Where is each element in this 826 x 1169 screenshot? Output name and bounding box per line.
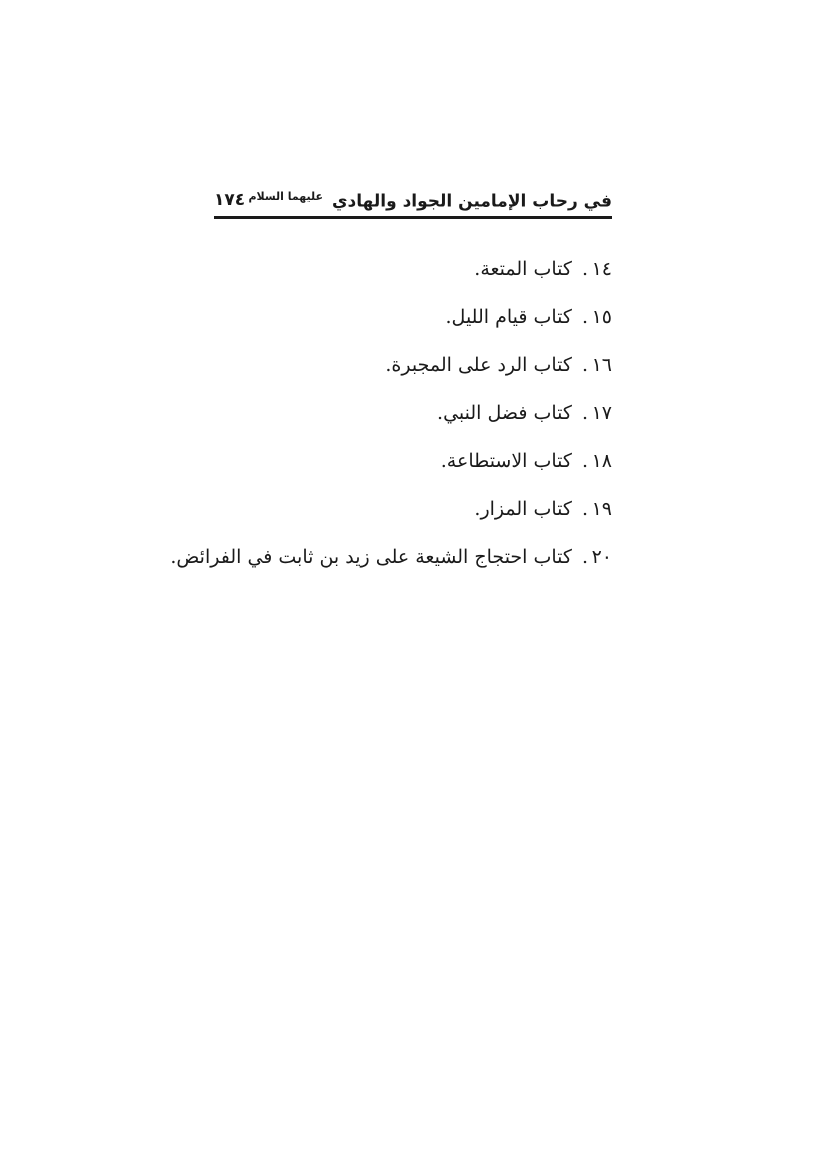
item-title: كتاب قيام الليل. bbox=[445, 306, 572, 328]
book-list-item: ٢٠.كتاب احتجاج الشيعة على زيد بن ثابت في الفرائض. bbox=[192, 538, 612, 586]
item-number: ١٨ bbox=[591, 450, 612, 472]
item-number: ١٥ bbox=[591, 306, 612, 328]
item-title: كتاب فضل النبي. bbox=[437, 402, 572, 424]
page-number: ١٧٤ bbox=[214, 190, 246, 210]
item-title: كتاب المتعة. bbox=[474, 258, 572, 280]
header-blessing: عليهما السلام bbox=[248, 190, 324, 203]
book-list-item: ١٨.كتاب الاستطاعة. bbox=[192, 442, 612, 490]
book-list-item: ١٧.كتاب فضل النبي. bbox=[192, 394, 612, 442]
book-list-item: ١٤.كتاب المتعة. bbox=[192, 250, 612, 298]
item-title: كتاب احتجاج الشيعة على زيد بن ثابت في الفرائض. bbox=[170, 546, 572, 568]
item-number: ١٤ bbox=[591, 258, 612, 280]
book-list-item: ١٩.كتاب المزار. bbox=[192, 490, 612, 538]
item-number: ٢٠ bbox=[591, 546, 612, 568]
item-number: ١٦ bbox=[591, 354, 612, 376]
book-list-item: ١٥.كتاب قيام الليل. bbox=[192, 298, 612, 346]
header-title bbox=[248, 190, 612, 212]
running-header bbox=[214, 186, 612, 220]
item-number: ١٧ bbox=[591, 402, 612, 424]
book-list-item: ١٦.كتاب الرد على المجبرة. bbox=[192, 346, 612, 394]
header-rule bbox=[214, 216, 612, 219]
item-title: كتاب المزار. bbox=[474, 498, 572, 520]
item-number: ١٩ bbox=[591, 498, 612, 520]
book-list bbox=[170, 250, 612, 586]
item-title: كتاب الاستطاعة. bbox=[440, 450, 572, 472]
header-title-text: في رحاب الإمامين الجواد والهادي bbox=[331, 191, 612, 212]
item-title: كتاب الرد على المجبرة. bbox=[385, 354, 572, 376]
